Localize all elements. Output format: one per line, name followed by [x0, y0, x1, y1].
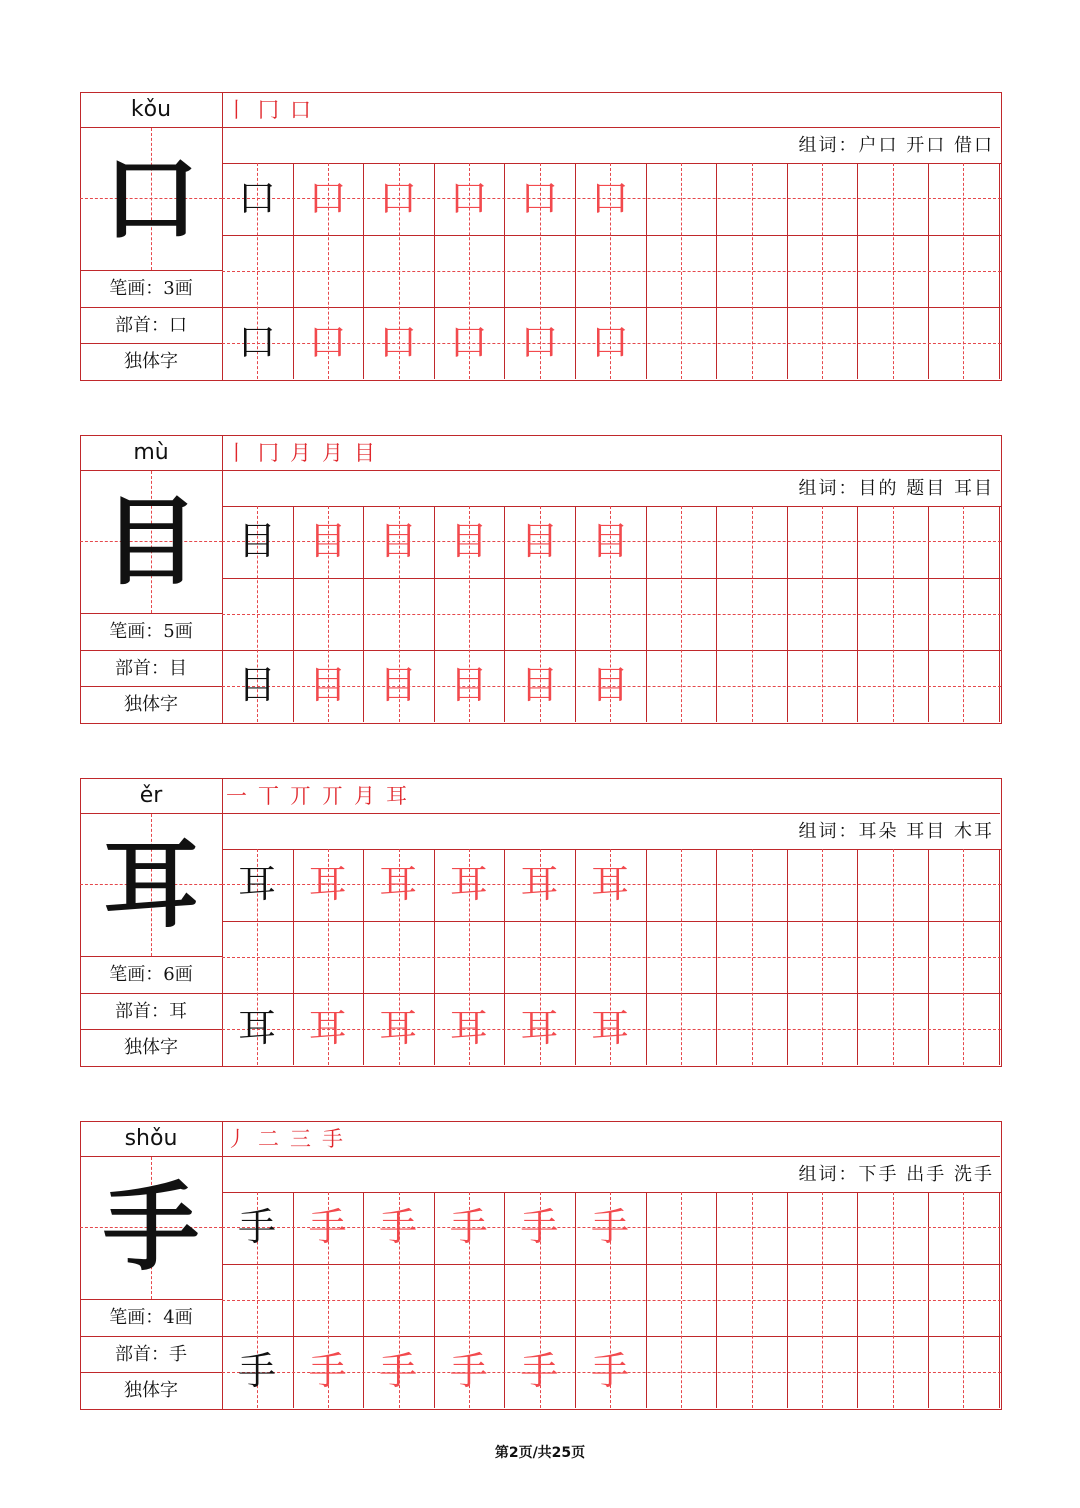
stroke-order — [226, 435, 386, 470]
practice-trace: 耳 — [308, 1006, 347, 1050]
structure-type: 独体字 — [124, 1380, 178, 1401]
stroke-order — [226, 778, 418, 813]
new-stroke: 月 — [322, 441, 344, 465]
pinyin: mù — [133, 440, 169, 465]
radical: 部首：手 — [115, 1344, 187, 1365]
word-examples: 组词：目的 题目 耳目 — [798, 478, 994, 499]
character-card — [80, 435, 1002, 724]
stroke-order — [226, 1121, 354, 1156]
practice-trace: 耳 — [520, 862, 559, 906]
new-stroke: 丨 — [226, 98, 248, 122]
practice-trace: 耳 — [449, 862, 488, 906]
pinyin: shǒu — [124, 1126, 178, 1151]
radical: 部首：耳 — [115, 1001, 187, 1022]
new-stroke: 三 — [290, 1127, 312, 1151]
practice-trace: 目 — [308, 519, 347, 563]
stroke-count: 笔画：5画 — [109, 621, 193, 642]
practice-trace: 口 — [308, 176, 347, 220]
practice-trace: 手 — [308, 1205, 347, 1249]
stroke-step — [290, 92, 312, 129]
model-character: 目 — [103, 485, 199, 598]
stroke-step — [258, 435, 280, 472]
practice-trace: 手 — [590, 1205, 629, 1249]
new-stroke: 口 — [290, 98, 312, 122]
new-stroke: 耳 — [386, 784, 408, 808]
radical: 部首：目 — [115, 658, 187, 679]
word-examples: 组词：耳朵 耳目 木耳 — [798, 821, 994, 842]
new-stroke: 一 — [226, 784, 248, 808]
row-line — [222, 1264, 1001, 1265]
stroke-step — [258, 1121, 280, 1158]
practice-trace: 口 — [590, 176, 629, 220]
practice-trace: 手 — [308, 1349, 347, 1393]
row-line — [222, 921, 1001, 922]
new-stroke: 冂 — [258, 441, 280, 465]
practice-trace: 口 — [308, 320, 347, 364]
practice-trace: 目 — [590, 663, 629, 707]
new-stroke: 丌 — [322, 784, 344, 808]
practice-trace: 耳 — [379, 1006, 418, 1050]
stroke-step — [354, 778, 376, 815]
new-stroke: 冂 — [258, 98, 280, 122]
practice-trace: 口 — [520, 320, 559, 364]
row-line — [222, 578, 1001, 579]
model-character: 手 — [103, 1171, 199, 1284]
practice-trace: 目 — [449, 519, 488, 563]
pinyin: ěr — [139, 783, 163, 808]
stroke-count: 笔画：4画 — [109, 1307, 193, 1328]
practice-trace: 耳 — [590, 1006, 629, 1050]
practice-trace: 手 — [590, 1349, 629, 1393]
practice-trace: 口 — [379, 176, 418, 220]
structure-type: 独体字 — [124, 694, 178, 715]
pinyin: kǒu — [130, 97, 172, 122]
stroke-step — [322, 1121, 344, 1158]
practice-trace: 手 — [449, 1205, 488, 1249]
stroke-step — [290, 435, 312, 472]
stroke-step — [226, 1121, 248, 1158]
practice-trace: 耳 — [379, 862, 418, 906]
character-card — [80, 778, 1002, 1067]
practice-model: 口 — [237, 176, 276, 220]
stroke-step — [386, 778, 408, 815]
stroke-step — [226, 435, 248, 472]
character-card — [80, 92, 1002, 381]
new-stroke: 手 — [322, 1127, 344, 1151]
practice-trace: 手 — [379, 1205, 418, 1249]
stroke-step — [258, 778, 280, 815]
guide-dash — [222, 271, 1001, 272]
new-stroke: 丿 — [226, 1127, 248, 1151]
practice-trace: 口 — [590, 320, 629, 364]
structure-type: 独体字 — [124, 1037, 178, 1058]
guide-dash — [222, 614, 1001, 615]
stroke-step — [354, 435, 376, 472]
stroke-step — [258, 92, 280, 129]
word-examples: 组词：下手 出手 洗手 — [798, 1164, 994, 1185]
practice-trace: 手 — [520, 1349, 559, 1393]
character-card — [80, 1121, 1002, 1410]
new-stroke: 丅 — [258, 784, 280, 808]
practice-trace: 口 — [379, 320, 418, 364]
practice-model: 手 — [237, 1349, 276, 1393]
stroke-count: 笔画：6画 — [109, 964, 193, 985]
stroke-step — [226, 92, 248, 129]
stroke-step — [226, 778, 248, 815]
practice-model: 口 — [237, 320, 276, 364]
practice-trace: 耳 — [520, 1006, 559, 1050]
practice-trace: 耳 — [449, 1006, 488, 1050]
practice-model: 耳 — [237, 862, 276, 906]
practice-trace: 耳 — [590, 862, 629, 906]
practice-model: 目 — [237, 663, 276, 707]
guide-dash — [222, 957, 1001, 958]
radical: 部首：口 — [115, 315, 187, 336]
practice-trace: 手 — [449, 1349, 488, 1393]
new-stroke: 二 — [258, 1127, 280, 1151]
practice-trace: 口 — [449, 176, 488, 220]
practice-trace: 目 — [308, 663, 347, 707]
practice-trace: 口 — [520, 176, 559, 220]
new-stroke: 目 — [354, 441, 376, 465]
stroke-step — [290, 778, 312, 815]
practice-model: 耳 — [237, 1006, 276, 1050]
practice-model: 目 — [237, 519, 276, 563]
word-examples: 组词：户口 开口 借口 — [798, 135, 994, 156]
structure-type: 独体字 — [124, 351, 178, 372]
stroke-count: 笔画：3画 — [109, 278, 193, 299]
stroke-step — [290, 1121, 312, 1158]
new-stroke: 月 — [354, 784, 376, 808]
model-character: 耳 — [103, 828, 199, 941]
row-line — [222, 235, 1001, 236]
practice-trace: 手 — [520, 1205, 559, 1249]
new-stroke: 丨 — [226, 441, 248, 465]
practice-trace: 手 — [379, 1349, 418, 1393]
practice-trace: 目 — [590, 519, 629, 563]
practice-model: 手 — [237, 1205, 276, 1249]
guide-dash — [222, 1300, 1001, 1301]
model-character: 口 — [103, 142, 199, 255]
practice-trace: 目 — [449, 663, 488, 707]
practice-trace: 目 — [379, 519, 418, 563]
stroke-order — [226, 92, 322, 127]
practice-trace: 耳 — [308, 862, 347, 906]
practice-trace: 目 — [520, 663, 559, 707]
page-number: 第2页/共25页 — [494, 1445, 586, 1461]
practice-trace: 口 — [449, 320, 488, 364]
new-stroke: 月 — [290, 441, 312, 465]
practice-trace: 目 — [520, 519, 559, 563]
stroke-step — [322, 435, 344, 472]
new-stroke: 丌 — [290, 784, 312, 808]
stroke-step — [322, 778, 344, 815]
practice-trace: 目 — [379, 663, 418, 707]
